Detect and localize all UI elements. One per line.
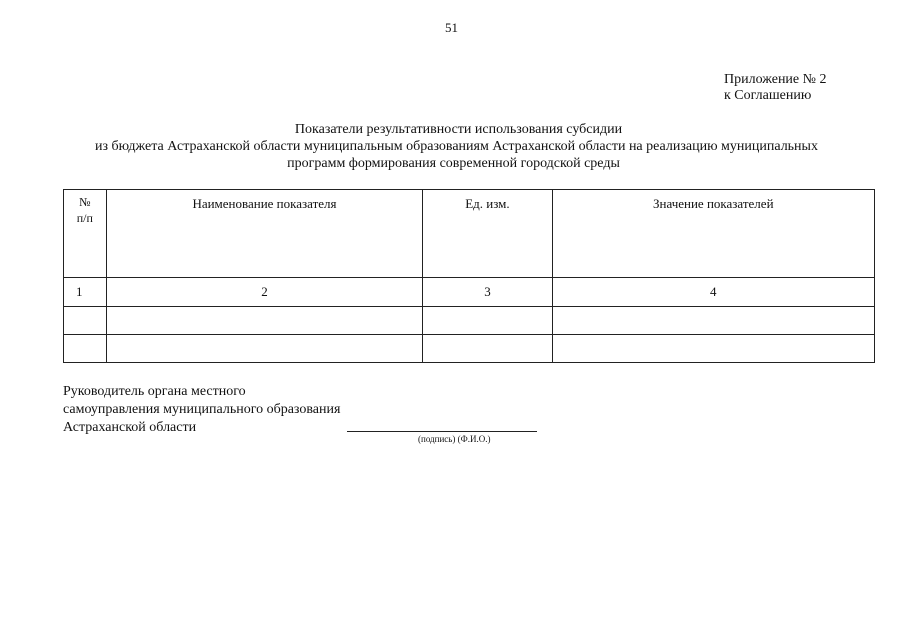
table-cell [64,335,107,363]
document-title [0,121,905,172]
signature-line-1: Руководитель органа местного [63,384,246,399]
signature-line-2: самоуправления муниципального образования [63,402,341,417]
indicators-table [63,189,875,363]
table-cell [423,335,552,363]
header-num-symbol: № [79,195,91,209]
appendix-line-2: к Соглашению [724,88,812,103]
table-cell [106,307,423,335]
table-cell [552,307,874,335]
table-header-row [64,190,875,278]
signature-line-3: Астраханской области [63,420,197,435]
table-cell [64,307,107,335]
column-number-3: 3 [423,278,552,307]
table-cell [106,335,423,363]
column-number-row [64,278,875,307]
signature-underline [347,431,537,432]
signature-block [63,383,340,437]
header-value: Значение показателей [552,190,874,278]
page-number: 51 [445,20,458,35]
header-num [64,190,107,278]
table-cell [552,335,874,363]
table-row [64,307,875,335]
header-unit: Ед. изм. [423,190,552,278]
title-line-3: программ формирования современной городской среды [287,156,620,171]
title-line-2: из бюджета Астраханской области муниципальным образованиям Астраханской области на реализацию муниципальных [95,139,818,154]
column-number-4: 4 [552,278,874,307]
column-number-1: 1 [64,278,107,307]
header-num-abbr: п/п [76,211,93,225]
signature-caption: (подпись) (Ф.И.О.) [418,434,491,444]
table-row [64,335,875,363]
column-number-2: 2 [106,278,423,307]
table-cell [423,307,552,335]
header-indicator-name: Наименование показателя [106,190,423,278]
appendix-line-1: Приложение № 2 [724,72,827,87]
title-line-1: Показатели результативности использования субсидии [294,122,623,137]
appendix-label [724,72,827,104]
